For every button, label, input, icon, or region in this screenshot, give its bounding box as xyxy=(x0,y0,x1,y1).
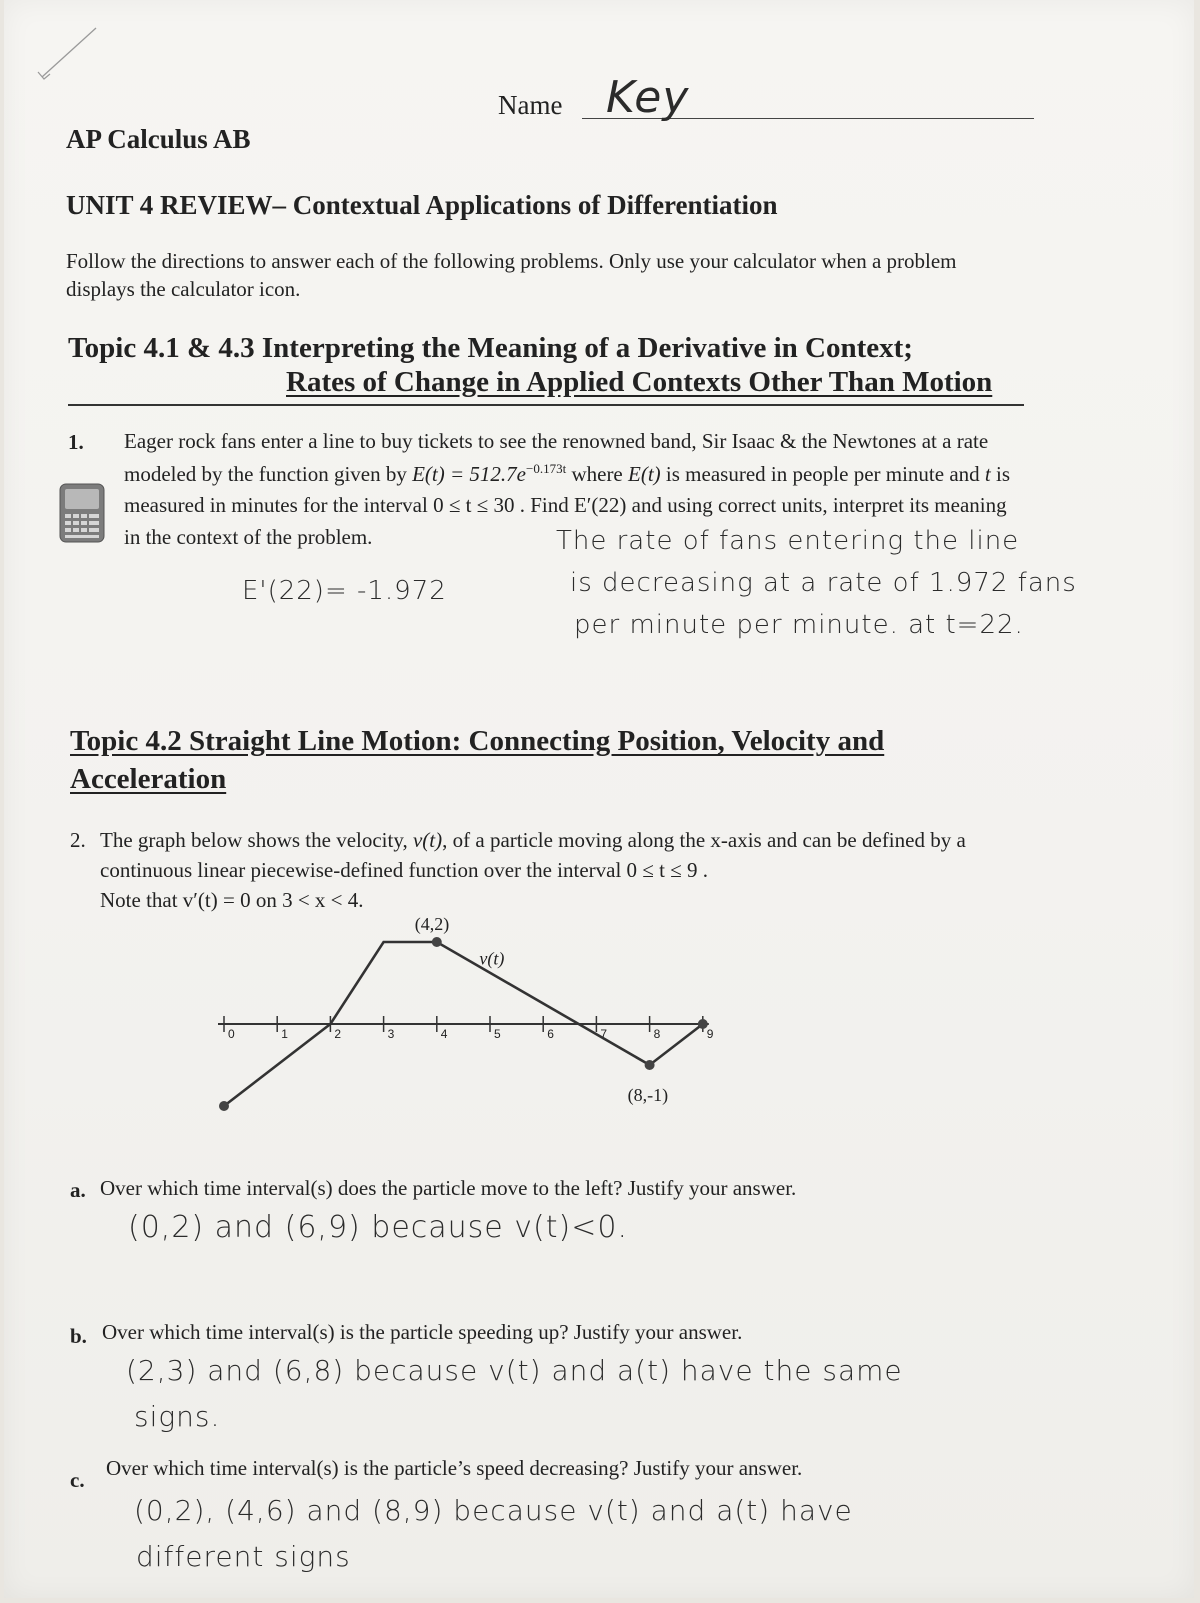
part-b-answer-line-2: signs. xyxy=(134,1400,221,1433)
marked-point xyxy=(698,1019,708,1029)
velocity-graph xyxy=(184,914,744,1140)
problem-1-answer-line-1: The rate of fans entering the line xyxy=(556,526,1020,556)
problem-2-line-3: Note that v′(t) = 0 on 3 < x < 4. xyxy=(100,888,364,912)
directions-line-2: displays the calculator icon. xyxy=(66,277,301,301)
topic-2-heading-line-2: Acceleration xyxy=(70,763,227,795)
x-tick-label: 0 xyxy=(228,1027,235,1041)
topic-1-rule xyxy=(68,404,1024,406)
name-label: Name xyxy=(498,90,563,120)
marked-point xyxy=(432,937,442,947)
name-value: Key xyxy=(606,72,690,123)
x-tick-label: 4 xyxy=(440,1027,448,1041)
part-b-answer-line-1: (2,3) and (6,8) because v(t) and a(t) have the same xyxy=(126,1354,903,1387)
x-tick-label: 8 xyxy=(653,1027,661,1041)
directions-line-1: Follow the directions to answer each of the following problems. Only use your calculator when a problem xyxy=(66,249,957,273)
course-title: AP Calculus AB xyxy=(66,124,251,154)
part-c-question: Over which time interval(s) is the particle’s speed decreasing? Justify your answer. xyxy=(106,1456,803,1480)
part-b-question: Over which time interval(s) is the particle speeding up? Justify your answer. xyxy=(102,1320,743,1344)
worksheet-page xyxy=(4,0,1194,1598)
problem-1-line-3: measured in minutes for the interval 0 ≤ t ≤ 30 . Find E′(22) and using correct units, interpret its meaning xyxy=(124,493,1007,517)
problem-2-number: 2. xyxy=(70,828,86,852)
topic-1-heading-line-2: Rates of Change in Applied Contexts Other Than Motion xyxy=(286,366,993,398)
calculator-icon xyxy=(59,483,105,543)
problem-2-line-1: The graph below shows the velocity, v(t), of a particle moving along the x-axis and can be defined by a xyxy=(100,828,966,852)
marked-point-label: (8,-1) xyxy=(627,1085,669,1105)
part-c-answer-line-2: different signs xyxy=(136,1540,351,1573)
x-tick-label: 1 xyxy=(281,1027,288,1041)
problem-1-answer-line-3: per minute per minute. at t=22. xyxy=(574,610,1024,640)
marked-point-label: (4,2) xyxy=(414,914,450,934)
marked-point xyxy=(219,1101,229,1111)
part-b-letter: b. xyxy=(70,1324,87,1348)
x-tick-label: 7 xyxy=(600,1027,608,1041)
part-a-letter: a. xyxy=(70,1178,86,1202)
problem-1-line-4: in the context of the problem. xyxy=(124,525,373,549)
curve-label: v(t) xyxy=(479,948,505,969)
x-tick-label: 6 xyxy=(547,1027,554,1041)
part-c-letter: c. xyxy=(70,1468,85,1492)
problem-1-line-1: Eager rock fans enter a line to buy tickets to see the renowned band, Sir Isaac & the Newtones at a rate xyxy=(124,429,989,453)
pencil-mark-icon xyxy=(34,22,104,82)
topic-2-heading-line-1: Topic 4.2 Straight Line Motion: Connecting Position, Velocity and xyxy=(70,725,885,757)
x-tick-label: 9 xyxy=(706,1027,714,1041)
part-c-answer-line-1: (0,2), (4,6) and (8,9) because v(t) and a(t) have xyxy=(134,1494,853,1527)
unit-title: UNIT 4 REVIEW– Contextual Applications of Differentiation xyxy=(66,190,778,220)
x-tick-label: 2 xyxy=(334,1027,342,1041)
part-a-question: Over which time interval(s) does the particle move to the left? Justify your answer. xyxy=(100,1176,797,1200)
problem-2-line-2: continuous linear piecewise-defined function over the interval 0 ≤ t ≤ 9 . xyxy=(100,858,708,882)
part-a-answer: (0,2) and (6,9) because v(t)<0. xyxy=(128,1210,628,1245)
marked-point xyxy=(645,1060,655,1070)
x-tick-label: 3 xyxy=(387,1027,395,1041)
topic-1-heading-line-1: Topic 4.1 & 4.3 Interpreting the Meaning of a Derivative in Context; xyxy=(68,332,913,364)
problem-1-answer-calc: E'(22)= -1.972 xyxy=(242,576,447,606)
x-tick-label: 5 xyxy=(494,1027,501,1041)
problem-1-answer-line-2: is decreasing at a rate of 1.972 fans xyxy=(570,568,1077,598)
problem-1-number: 1. xyxy=(68,430,84,454)
problem-1-line-2: modeled by the function given by $E(t) = 512.7e^{-0.173t}$ where E(t) is measured in people per minute and t is xyxy=(124,461,1011,486)
